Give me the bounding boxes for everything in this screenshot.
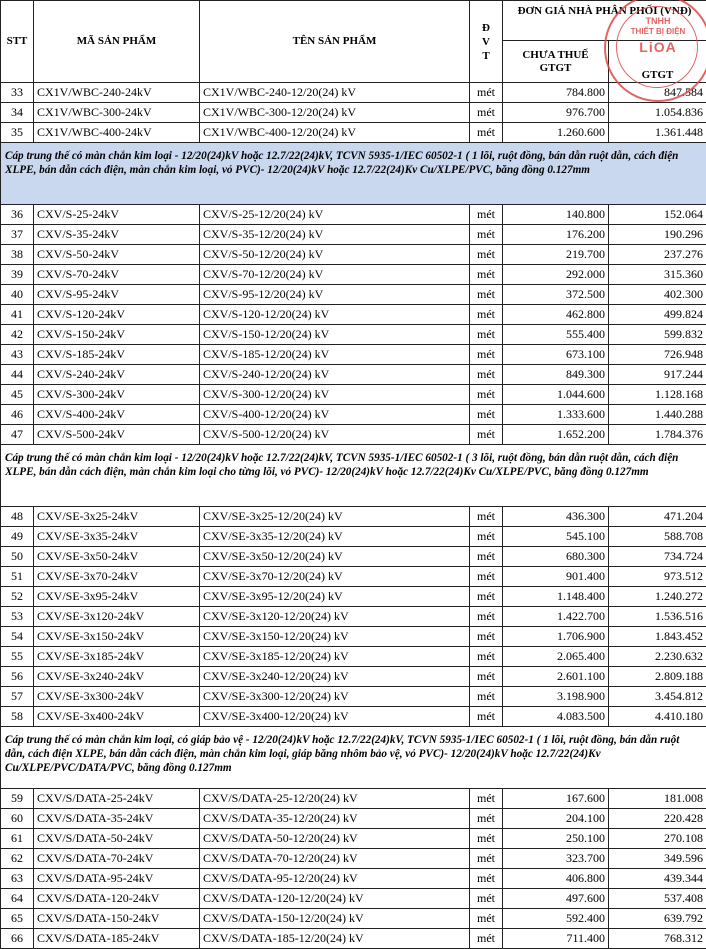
cell-unit: mét <box>470 225 503 245</box>
cell-code: CXV/S/DATA-25-24kV <box>34 789 200 809</box>
cell-code: CXV/SE-3x95-24kV <box>34 587 200 607</box>
cell-price-before-tax: 711.400 <box>503 929 609 949</box>
cell-price-before-tax: 3.198.900 <box>503 687 609 707</box>
cell-price-before-tax: 219.700 <box>503 245 609 265</box>
cell-code: CXV/S-50-24kV <box>34 245 200 265</box>
cell-name: CXV/S/DATA-70-12/20(24) kV <box>200 849 470 869</box>
cell-unit: mét <box>470 809 503 829</box>
cell-price-before-tax: 167.600 <box>503 789 609 809</box>
cell-price-after-tax: 726.948 <box>609 345 706 365</box>
cell-price-after-tax: 588.708 <box>609 527 706 547</box>
cell-price-before-tax: 680.300 <box>503 547 609 567</box>
cell-unit: mét <box>470 325 503 345</box>
cell-stt: 64 <box>1 889 34 909</box>
cell-price-after-tax: 917.244 <box>609 365 706 385</box>
table-row <box>1 265 706 285</box>
table-row <box>1 587 706 607</box>
cell-price-before-tax: 140.800 <box>503 205 609 225</box>
cell-name: CXV/S/DATA-150-12/20(24) kV <box>200 909 470 929</box>
cell-price-before-tax: 1.706.900 <box>503 627 609 647</box>
cell-price-before-tax: 372.500 <box>503 285 609 305</box>
table-row <box>1 507 706 527</box>
cell-stt: 34 <box>1 103 34 123</box>
section-title: Cáp trung thế có màn chắn kim loại - 12/20(24)kV hoặc 12.7/22(24)kV, TCVN 5935-1/IEC 60502-1 ( 1 lõi, ruột đồng, bán dẫn ruột dẫn, cách điện XLPE, bán dẫn cách điện, màn chắn kim loại, vỏ PVC)- 12/20(24)kV hoặc 12.7/22(24)Kv Cu/XLPE/PVC, băng đồng 0.127mm <box>1 143 706 205</box>
cell-unit: mét <box>470 547 503 567</box>
cell-stt: 49 <box>1 527 34 547</box>
table-row <box>1 123 706 143</box>
cell-price-before-tax: 849.300 <box>503 365 609 385</box>
cell-price-before-tax: 4.083.500 <box>503 707 609 727</box>
cell-name: CXV/S-120-12/20(24) kV <box>200 305 470 325</box>
cell-stt: 46 <box>1 405 34 425</box>
section-header-row <box>1 143 706 205</box>
cell-unit: mét <box>470 869 503 889</box>
cell-unit: mét <box>470 507 503 527</box>
cell-unit: mét <box>470 627 503 647</box>
stamp-line2: THIẾT BỊ ĐIỆN <box>606 27 706 36</box>
cell-stt: 45 <box>1 385 34 405</box>
cell-code: CXV/SE-3x400-24kV <box>34 707 200 727</box>
stamp-logo: LiOA <box>606 39 706 55</box>
cell-unit: mét <box>470 607 503 627</box>
cell-name: CXV/S-500-12/20(24) kV <box>200 425 470 445</box>
cell-unit: mét <box>470 909 503 929</box>
table-row <box>1 225 706 245</box>
cell-price-before-tax: 673.100 <box>503 345 609 365</box>
table-row <box>1 647 706 667</box>
cell-unit: mét <box>470 385 503 405</box>
cell-unit: mét <box>470 849 503 869</box>
cell-code: CXV/S/DATA-185-24kV <box>34 929 200 949</box>
cell-name: CXV/SE-3x25-12/20(24) kV <box>200 507 470 527</box>
cell-unit: mét <box>470 123 503 143</box>
cell-name: CXV/S/DATA-185-12/20(24) kV <box>200 929 470 949</box>
cell-price-before-tax: 1.260.600 <box>503 123 609 143</box>
cell-stt: 43 <box>1 345 34 365</box>
table-row <box>1 829 706 849</box>
table-row <box>1 889 706 909</box>
cell-price-before-tax: 497.600 <box>503 889 609 909</box>
table-row <box>1 245 706 265</box>
cell-price-after-tax: 2.809.188 <box>609 667 706 687</box>
cell-code: CXV/S-95-24kV <box>34 285 200 305</box>
cell-code: CXV/S/DATA-150-24kV <box>34 909 200 929</box>
table-row <box>1 285 706 305</box>
cell-name: CXV/SE-3x185-12/20(24) kV <box>200 647 470 667</box>
cell-price-after-tax: 190.296 <box>609 225 706 245</box>
cell-unit: mét <box>470 103 503 123</box>
table-row <box>1 405 706 425</box>
cell-price-before-tax: 176.200 <box>503 225 609 245</box>
cell-unit: mét <box>470 789 503 809</box>
table-row <box>1 345 706 365</box>
cell-unit: mét <box>470 365 503 385</box>
table-row <box>1 425 706 445</box>
cell-stt: 62 <box>1 849 34 869</box>
cell-price-after-tax: 2.230.632 <box>609 647 706 667</box>
cell-code: CXV/SE-3x25-24kV <box>34 507 200 527</box>
cell-code: CXV/S/DATA-95-24kV <box>34 869 200 889</box>
cell-stt: 42 <box>1 325 34 345</box>
cell-code: CXV/SE-3x240-24kV <box>34 667 200 687</box>
table-row <box>1 365 706 385</box>
cell-name: CXV/S-50-12/20(24) kV <box>200 245 470 265</box>
table-row <box>1 849 706 869</box>
section-header-row <box>1 727 706 789</box>
cell-price-before-tax: 250.100 <box>503 829 609 849</box>
cell-unit: mét <box>470 889 503 909</box>
cell-name: CXV/SE-3x300-12/20(24) kV <box>200 687 470 707</box>
cell-price-after-tax: 973.512 <box>609 567 706 587</box>
cell-code: CXV/S-500-24kV <box>34 425 200 445</box>
table-row <box>1 325 706 345</box>
cell-stt: 63 <box>1 869 34 889</box>
cell-stt: 44 <box>1 365 34 385</box>
cell-price-before-tax: 406.800 <box>503 869 609 889</box>
cell-stt: 55 <box>1 647 34 667</box>
cell-price-after-tax: 1.843.452 <box>609 627 706 647</box>
cell-price-before-tax: 436.300 <box>503 507 609 527</box>
cell-stt: 39 <box>1 265 34 285</box>
cell-unit: mét <box>470 929 503 949</box>
cell-unit: mét <box>470 245 503 265</box>
cell-price-after-tax: 237.276 <box>609 245 706 265</box>
cell-price-before-tax: 323.700 <box>503 849 609 869</box>
cell-stt: 52 <box>1 587 34 607</box>
cell-price-before-tax: 976.700 <box>503 103 609 123</box>
cell-price-after-tax: 439.344 <box>609 869 706 889</box>
cell-name: CXV/S/DATA-120-12/20(24) kV <box>200 889 470 909</box>
cell-stt: 50 <box>1 547 34 567</box>
cell-unit: mét <box>470 205 503 225</box>
table-row <box>1 909 706 929</box>
cell-code: CXV/SE-3x120-24kV <box>34 607 200 627</box>
cell-code: CXV/S-300-24kV <box>34 385 200 405</box>
cell-code: CXV/SE-3x150-24kV <box>34 627 200 647</box>
cell-price-after-tax: 1.440.288 <box>609 405 706 425</box>
cell-unit: mét <box>470 587 503 607</box>
cell-stt: 48 <box>1 507 34 527</box>
cell-stt: 47 <box>1 425 34 445</box>
cell-name: CXV/SE-3x50-12/20(24) kV <box>200 547 470 567</box>
cell-name: CXV/S-95-12/20(24) kV <box>200 285 470 305</box>
cell-price-before-tax: 1.148.400 <box>503 587 609 607</box>
cell-name: CXV/S/DATA-50-12/20(24) kV <box>200 829 470 849</box>
cell-code: CXV/S-150-24kV <box>34 325 200 345</box>
cell-code: CXV/S-25-24kV <box>34 205 200 225</box>
header-code: MÃ SẢN PHẨM <box>34 1 200 83</box>
cell-price-after-tax: 3.454.812 <box>609 687 706 707</box>
cell-unit: mét <box>470 527 503 547</box>
cell-price-before-tax: 592.400 <box>503 909 609 929</box>
cell-code: CXV/SE-3x70-24kV <box>34 567 200 587</box>
cell-name: CXV/SE-3x95-12/20(24) kV <box>200 587 470 607</box>
cell-price-before-tax: 462.800 <box>503 305 609 325</box>
cell-unit: mét <box>470 305 503 325</box>
cell-unit: mét <box>470 567 503 587</box>
cell-price-after-tax: 1.128.168 <box>609 385 706 405</box>
cell-unit: mét <box>470 687 503 707</box>
cell-name: CXV/SE-3x400-12/20(24) kV <box>200 707 470 727</box>
cell-name: CXV/SE-3x70-12/20(24) kV <box>200 567 470 587</box>
cell-price-after-tax: 537.408 <box>609 889 706 909</box>
cell-name: CXV/S/DATA-95-12/20(24) kV <box>200 869 470 889</box>
cell-name: CXV/S-185-12/20(24) kV <box>200 345 470 365</box>
cell-name: CXV/SE-3x150-12/20(24) kV <box>200 627 470 647</box>
cell-price-before-tax: 555.400 <box>503 325 609 345</box>
section-header-row <box>1 445 706 507</box>
cell-price-after-tax: 181.008 <box>609 789 706 809</box>
cell-price-after-tax: 768.312 <box>609 929 706 949</box>
cell-code: CXV/S-400-24kV <box>34 405 200 425</box>
cell-name: CXV/S-300-12/20(24) kV <box>200 385 470 405</box>
cell-price-after-tax: 349.596 <box>609 849 706 869</box>
cell-stt: 53 <box>1 607 34 627</box>
cell-price-after-tax: 734.724 <box>609 547 706 567</box>
cell-price-after-tax: 847.584 <box>609 83 706 103</box>
cell-unit: mét <box>470 425 503 445</box>
cell-price-before-tax: 292.000 <box>503 265 609 285</box>
table-row <box>1 527 706 547</box>
cell-price-before-tax: 1.422.700 <box>503 607 609 627</box>
table-row <box>1 707 706 727</box>
cell-code: CXV/S-70-24kV <box>34 265 200 285</box>
cell-code: CXV/S-240-24kV <box>34 365 200 385</box>
cell-price-after-tax: 1.536.516 <box>609 607 706 627</box>
table-row <box>1 83 706 103</box>
cell-stt: 65 <box>1 909 34 929</box>
cell-price-after-tax: 639.792 <box>609 909 706 929</box>
cell-name: CX1V/WBC-400-12/20(24) kV <box>200 123 470 143</box>
cell-price-after-tax: 1.054.836 <box>609 103 706 123</box>
cell-name: CXV/S-150-12/20(24) kV <box>200 325 470 345</box>
header-stt: STT <box>1 1 34 83</box>
header-unit: Đ V T <box>470 1 503 83</box>
cell-stt: 37 <box>1 225 34 245</box>
table-row <box>1 789 706 809</box>
cell-code: CX1V/WBC-240-24kV <box>34 83 200 103</box>
cell-name: CXV/S-35-12/20(24) kV <box>200 225 470 245</box>
cell-unit: mét <box>470 405 503 425</box>
cell-price-after-tax: 270.108 <box>609 829 706 849</box>
cell-code: CX1V/WBC-300-24kV <box>34 103 200 123</box>
cell-price-before-tax: 1.044.600 <box>503 385 609 405</box>
cell-price-after-tax: 599.832 <box>609 325 706 345</box>
cell-stt: 36 <box>1 205 34 225</box>
stamp-line1: TNHH <box>606 16 706 26</box>
cell-code: CX1V/WBC-400-24kV <box>34 123 200 143</box>
cell-unit: mét <box>470 707 503 727</box>
cell-stt: 33 <box>1 83 34 103</box>
cell-unit: mét <box>470 83 503 103</box>
cell-price-after-tax: 499.824 <box>609 305 706 325</box>
cell-code: CXV/SE-3x185-24kV <box>34 647 200 667</box>
cell-stt: 51 <box>1 567 34 587</box>
cell-code: CXV/SE-3x50-24kV <box>34 547 200 567</box>
cell-price-before-tax: 901.400 <box>503 567 609 587</box>
section-title: Cáp trung thế có màn chắn kim loại - 12/20(24)kV hoặc 12.7/22(24)kV, TCVN 5935-1/IEC 60502-1 ( 3 lõi, ruột đồng, bán dẫn ruột dẫn, cách điện XLPE, bán dẫn cách điện, màn chắn kim loại cho từng lõi, vỏ PVC)- 12/20(24)kV hoặc 12.7/22(24)Kv Cu/XLPE/PVC, băng đồng 0.127mm <box>1 445 706 507</box>
cell-price-after-tax: 402.300 <box>609 285 706 305</box>
cell-name: CXV/S/DATA-25-12/20(24) kV <box>200 789 470 809</box>
cell-price-after-tax: 471.204 <box>609 507 706 527</box>
table-body <box>1 83 706 949</box>
cell-price-after-tax: 1.784.376 <box>609 425 706 445</box>
cell-name: CXV/SE-3x120-12/20(24) kV <box>200 607 470 627</box>
cell-price-after-tax: 1.240.272 <box>609 587 706 607</box>
cell-unit: mét <box>470 829 503 849</box>
table-row <box>1 305 706 325</box>
cell-stt: 60 <box>1 809 34 829</box>
cell-code: CXV/SE-3x35-24kV <box>34 527 200 547</box>
cell-name: CXV/S/DATA-35-12/20(24) kV <box>200 809 470 829</box>
cell-price-after-tax: 1.361.448 <box>609 123 706 143</box>
cell-price-before-tax: 1.652.200 <box>503 425 609 445</box>
cell-name: CX1V/WBC-240-12/20(24) kV <box>200 83 470 103</box>
cell-name: CXV/S-70-12/20(24) kV <box>200 265 470 285</box>
cell-price-before-tax: 2.065.400 <box>503 647 609 667</box>
cell-name: CXV/SE-3x35-12/20(24) kV <box>200 527 470 547</box>
cell-stt: 35 <box>1 123 34 143</box>
cell-stt: 54 <box>1 627 34 647</box>
table-row <box>1 567 706 587</box>
cell-code: CXV/S/DATA-120-24kV <box>34 889 200 909</box>
cell-price-before-tax: 784.800 <box>503 83 609 103</box>
cell-unit: mét <box>470 265 503 285</box>
cell-unit: mét <box>470 345 503 365</box>
cell-price-before-tax: 204.100 <box>503 809 609 829</box>
header-name: TÊN SẢN PHẨM <box>200 1 470 83</box>
cell-code: CXV/SE-3x300-24kV <box>34 687 200 707</box>
table-row <box>1 929 706 949</box>
cell-code: CXV/S-35-24kV <box>34 225 200 245</box>
header-after-tax: GTGT <box>609 41 706 83</box>
cell-stt: 66 <box>1 929 34 949</box>
cell-name: CXV/S-25-12/20(24) kV <box>200 205 470 225</box>
cell-name: CXV/SE-3x240-12/20(24) kV <box>200 667 470 687</box>
cell-stt: 38 <box>1 245 34 265</box>
cell-stt: 57 <box>1 687 34 707</box>
cell-price-after-tax: 315.360 <box>609 265 706 285</box>
section-title: Cáp trung thế có màn chắn kim loại, có giáp bảo vệ - 12/20(24)kV hoặc 12.7/22(24)kV, TCVN 5935-1/IEC 60502-1 ( 1 lõi, ruột đồng, bán dẫn ruột dẫn, cách điện XLPE, bán dẫn cách điện, màn chắn kim loại, giáp băng nhôm bảo vệ, vỏ PVC)- 12/20(24)kV hoặc 12.7/22(24)Kv Cu/XLPE/PVC/DATA/PVC, băng đồng 0.127mm <box>1 727 706 789</box>
cell-price-after-tax: 220.428 <box>609 809 706 829</box>
cell-price-before-tax: 1.333.600 <box>503 405 609 425</box>
cell-price-before-tax: 2.601.100 <box>503 667 609 687</box>
table-row <box>1 607 706 627</box>
cell-stt: 59 <box>1 789 34 809</box>
table-row <box>1 627 706 647</box>
table-row <box>1 205 706 225</box>
cell-unit: mét <box>470 647 503 667</box>
cell-name: CXV/S-400-12/20(24) kV <box>200 405 470 425</box>
cell-code: CXV/S-120-24kV <box>34 305 200 325</box>
table-row <box>1 103 706 123</box>
cell-name: CXV/S-240-12/20(24) kV <box>200 365 470 385</box>
table-row <box>1 385 706 405</box>
cell-stt: 41 <box>1 305 34 325</box>
cell-price-before-tax: 545.100 <box>503 527 609 547</box>
cell-unit: mét <box>470 667 503 687</box>
header-before-tax: CHƯA THUẾ GTGT <box>503 41 609 83</box>
cell-stt: 61 <box>1 829 34 849</box>
cell-unit: mét <box>470 285 503 305</box>
cell-price-after-tax: 152.064 <box>609 205 706 225</box>
cell-code: CXV/S/DATA-50-24kV <box>34 829 200 849</box>
cell-name: CX1V/WBC-300-12/20(24) kV <box>200 103 470 123</box>
header-row <box>1 1 706 41</box>
table-row <box>1 667 706 687</box>
cell-code: CXV/S-185-24kV <box>34 345 200 365</box>
cell-stt: 58 <box>1 707 34 727</box>
table-row <box>1 809 706 829</box>
cell-price-after-tax: 4.410.180 <box>609 707 706 727</box>
table-row <box>1 687 706 707</box>
table-row <box>1 547 706 567</box>
cell-code: CXV/S/DATA-35-24kV <box>34 809 200 829</box>
cell-stt: 56 <box>1 667 34 687</box>
table-row <box>1 869 706 889</box>
header-price-group: ĐƠN GIÁ NHÀ PHÂN PHỐI (VNĐ) <box>503 1 706 41</box>
cell-stt: 40 <box>1 285 34 305</box>
cell-code: CXV/S/DATA-70-24kV <box>34 849 200 869</box>
